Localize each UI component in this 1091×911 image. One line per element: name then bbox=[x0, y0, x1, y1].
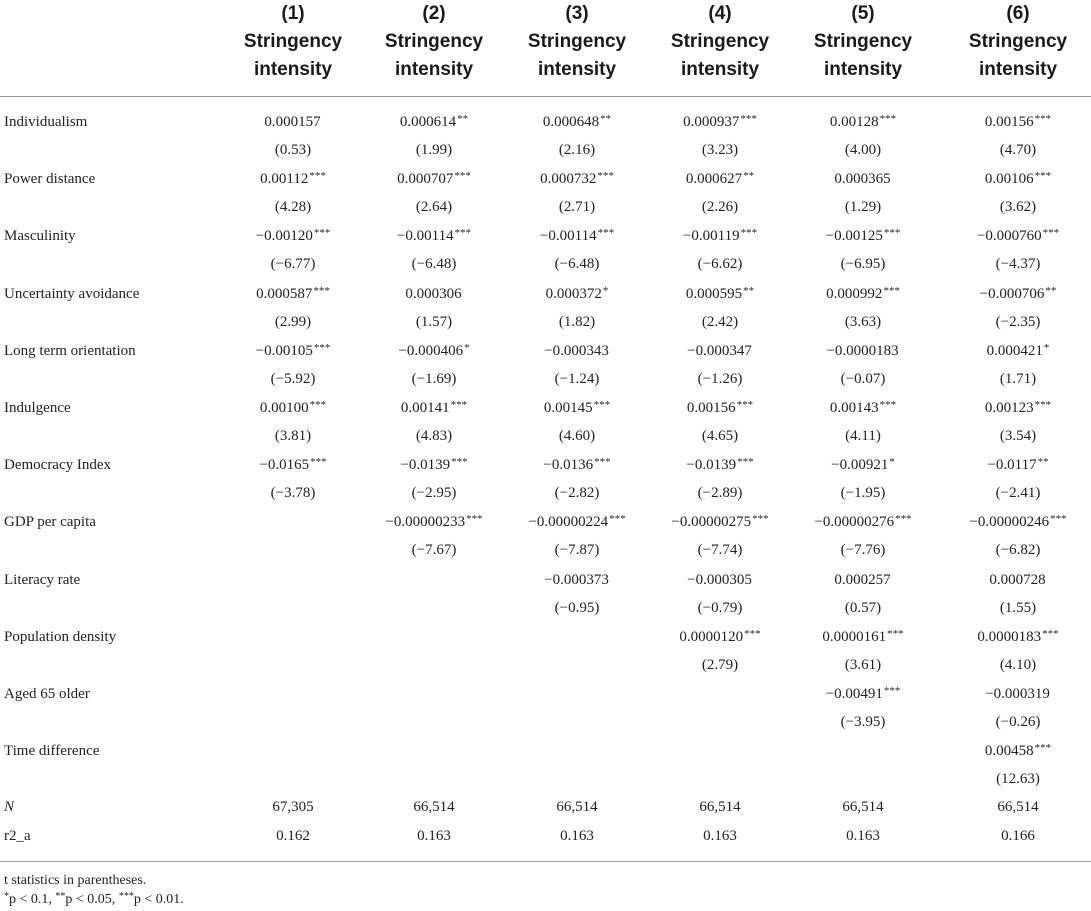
coefficient-value: 0.000992 bbox=[826, 286, 883, 302]
significance-stars: *** bbox=[887, 628, 904, 640]
significance-stars: ** bbox=[1045, 285, 1057, 297]
significance-stars: *** bbox=[313, 227, 331, 239]
significance-stars: *** bbox=[313, 342, 331, 354]
significance-stars: *** bbox=[883, 227, 901, 239]
coefficient-value: −0.0000183 bbox=[826, 343, 899, 359]
coefficient-value: 0.00156 bbox=[984, 114, 1034, 130]
coefficient-cell bbox=[783, 741, 943, 762]
coefficient-value: 0.000648 bbox=[542, 114, 600, 130]
significance-stars: *** bbox=[1042, 628, 1059, 640]
coefficient-cell bbox=[497, 570, 657, 591]
t-statistic-cell: (2.71) bbox=[558, 199, 596, 215]
star-one: * bbox=[4, 891, 9, 902]
stat-value: 0.163 bbox=[846, 828, 880, 844]
coefficient-value: 0.000257 bbox=[834, 572, 891, 588]
coefficient-cell bbox=[213, 169, 373, 190]
significance-stars: *** bbox=[752, 513, 769, 525]
star-two: ** bbox=[55, 891, 66, 902]
coefficient-value: 0.000595 bbox=[685, 286, 743, 302]
significance-stars: *** bbox=[1050, 513, 1067, 525]
significance-stars: *** bbox=[740, 227, 758, 239]
coefficient-value: −0.00114 bbox=[396, 228, 454, 244]
coefficient-cell bbox=[640, 627, 800, 648]
column-header bbox=[650, 0, 790, 84]
coefficient-cell bbox=[497, 226, 657, 247]
coefficient-cell bbox=[213, 570, 373, 591]
coefficient-value: 0.000365 bbox=[834, 171, 891, 187]
t-statistic-cell: (−2.89) bbox=[697, 485, 743, 501]
t-statistic-cell: (3.23) bbox=[701, 142, 739, 158]
row-label: Population density bbox=[4, 629, 117, 645]
stat-value: 0.163 bbox=[703, 828, 737, 844]
table-note-t-stats: t statistics in parentheses. bbox=[4, 873, 147, 888]
coefficient-value: −0.00921 bbox=[831, 457, 889, 473]
column-number: (2) bbox=[422, 3, 446, 24]
coefficient-value: −0.000319 bbox=[985, 686, 1050, 702]
significance-stars: *** bbox=[609, 513, 626, 525]
stat-value: 0.163 bbox=[560, 828, 594, 844]
coefficient-cell bbox=[213, 284, 373, 305]
column-title-line2: intensity bbox=[537, 59, 617, 80]
t-statistic-cell: (12.63) bbox=[996, 771, 1040, 787]
coefficient-cell bbox=[497, 741, 657, 762]
significance-stars: *** bbox=[740, 113, 757, 125]
column-header bbox=[507, 0, 647, 84]
coefficient-value: −0.00114 bbox=[539, 228, 597, 244]
column-header bbox=[223, 0, 363, 84]
coefficient-cell bbox=[640, 284, 800, 305]
coefficient-value: −0.000343 bbox=[544, 343, 609, 359]
coefficient-value: 0.00458 bbox=[984, 743, 1034, 759]
column-header bbox=[364, 0, 504, 84]
t-statistic-cell: (−4.37) bbox=[995, 256, 1041, 272]
coefficient-cell bbox=[354, 398, 514, 419]
row-label: Uncertainty avoidance bbox=[4, 286, 140, 302]
stat-value: 66,514 bbox=[842, 799, 884, 815]
t-statistic-cell: (−2.35) bbox=[995, 314, 1041, 330]
coefficient-cell bbox=[354, 341, 514, 362]
coefficient-cell bbox=[783, 284, 943, 305]
coefficient-cell bbox=[213, 341, 373, 362]
coefficient-cell bbox=[640, 455, 800, 476]
significance-stars: *** bbox=[883, 285, 900, 297]
t-statistic-cell: (−6.48) bbox=[411, 256, 457, 272]
significance-stars: *** bbox=[593, 399, 611, 411]
column-header bbox=[948, 0, 1088, 84]
star-three: *** bbox=[118, 891, 134, 902]
t-statistic-cell: (1.55) bbox=[999, 600, 1037, 616]
coefficient-cell bbox=[938, 341, 1091, 362]
t-statistic-cell: (2.64) bbox=[415, 199, 453, 215]
t-statistic-cell: (3.54) bbox=[999, 428, 1037, 444]
coefficient-cell bbox=[497, 512, 657, 533]
coefficient-value: 0.000937 bbox=[683, 114, 740, 130]
t-statistic-cell: (−6.48) bbox=[554, 256, 600, 272]
table-note-significance bbox=[4, 890, 184, 911]
coefficient-cell bbox=[497, 112, 657, 133]
column-title-line1: Stringency bbox=[527, 31, 627, 52]
coefficient-cell bbox=[783, 684, 943, 705]
coefficient-value: −0.000305 bbox=[687, 572, 752, 588]
stat-value: 66,514 bbox=[413, 799, 455, 815]
p-threshold-1: p < 0.1, bbox=[9, 892, 56, 907]
coefficient-cell bbox=[213, 112, 373, 133]
coefficient-cell bbox=[640, 398, 800, 419]
stat-value: 0.166 bbox=[1001, 828, 1035, 844]
t-statistic-cell: (3.63) bbox=[844, 314, 882, 330]
t-statistic-cell: (0.57) bbox=[844, 600, 882, 616]
header-divider bbox=[0, 96, 1091, 97]
significance-stars: ** bbox=[600, 113, 612, 125]
coefficient-value: −0.0139 bbox=[686, 457, 737, 473]
stat-value: 66,514 bbox=[556, 799, 598, 815]
table-bottom-rule bbox=[0, 861, 1091, 862]
column-title-line2: intensity bbox=[680, 59, 760, 80]
coefficient-cell bbox=[213, 512, 373, 533]
significance-stars: ** bbox=[743, 285, 755, 297]
row-label: Masculinity bbox=[4, 228, 76, 244]
coefficient-cell bbox=[640, 512, 800, 533]
significance-stars: * bbox=[602, 285, 609, 297]
row-label: Time difference bbox=[4, 743, 100, 759]
coefficient-value: −0.00000276 bbox=[814, 514, 895, 530]
coefficient-value: −0.0117 bbox=[987, 457, 1037, 473]
p-threshold-3: p < 0.01. bbox=[133, 892, 184, 907]
column-title-line1: Stringency bbox=[813, 31, 913, 52]
t-statistic-cell: (4.60) bbox=[558, 428, 596, 444]
significance-stars: *** bbox=[451, 456, 468, 468]
coefficient-cell bbox=[497, 169, 657, 190]
column-title-line1: Stringency bbox=[670, 31, 770, 52]
coefficient-value: 0.00143 bbox=[829, 400, 879, 416]
coefficient-value: −0.000347 bbox=[687, 343, 752, 359]
row-label: Aged 65 older bbox=[4, 686, 90, 702]
column-title-line1: Stringency bbox=[384, 31, 484, 52]
coefficient-cell bbox=[354, 226, 514, 247]
t-statistic-cell: (4.11) bbox=[845, 428, 881, 444]
significance-stars: *** bbox=[454, 170, 471, 182]
significance-stars: *** bbox=[309, 170, 326, 182]
coefficient-cell bbox=[938, 512, 1091, 533]
significance-stars: *** bbox=[879, 113, 897, 125]
coefficient-value: 0.00123 bbox=[984, 400, 1034, 416]
coefficient-cell bbox=[783, 341, 943, 362]
coefficient-value: 0.000707 bbox=[397, 171, 454, 187]
coefficient-cell bbox=[783, 627, 943, 648]
column-title-line2: intensity bbox=[394, 59, 474, 80]
t-statistic-cell: (−6.62) bbox=[697, 256, 743, 272]
coefficient-cell bbox=[640, 226, 800, 247]
significance-stars: * bbox=[1043, 342, 1050, 354]
coefficient-cell bbox=[938, 741, 1091, 762]
coefficient-cell bbox=[783, 226, 943, 247]
coefficient-cell bbox=[213, 398, 373, 419]
t-statistic-cell: (−1.69) bbox=[411, 371, 457, 387]
t-statistic-cell: (4.10) bbox=[999, 657, 1037, 673]
coefficient-value: 0.000587 bbox=[256, 286, 313, 302]
column-number: (4) bbox=[708, 3, 732, 24]
significance-stars: ** bbox=[457, 113, 469, 125]
stat-value: 0.163 bbox=[417, 828, 451, 844]
t-statistic-cell: (2.16) bbox=[558, 142, 596, 158]
coefficient-value: 0.0000120 bbox=[679, 629, 744, 645]
t-statistic-cell: (4.65) bbox=[701, 428, 739, 444]
t-statistic-cell: (−1.26) bbox=[697, 371, 743, 387]
column-title-line2: intensity bbox=[978, 59, 1058, 80]
coefficient-cell bbox=[354, 455, 514, 476]
t-statistic-cell: (3.61) bbox=[844, 657, 882, 673]
coefficient-value: −0.00000275 bbox=[671, 514, 752, 530]
coefficient-cell bbox=[640, 169, 800, 190]
coefficient-cell bbox=[938, 398, 1091, 419]
t-statistic-cell: (−2.41) bbox=[995, 485, 1041, 501]
coefficient-value: −0.00000246 bbox=[969, 514, 1050, 530]
stat-value: 67,305 bbox=[272, 799, 314, 815]
t-statistic-cell: (−7.87) bbox=[554, 542, 600, 558]
significance-stars: *** bbox=[1034, 170, 1052, 182]
column-number: (1) bbox=[281, 3, 305, 24]
coefficient-value: 0.000627 bbox=[685, 171, 743, 187]
significance-stars: *** bbox=[594, 456, 611, 468]
significance-stars: *** bbox=[737, 456, 754, 468]
significance-stars: *** bbox=[313, 285, 330, 297]
coefficient-cell bbox=[497, 455, 657, 476]
stat-value: 66,514 bbox=[997, 799, 1039, 815]
coefficient-cell bbox=[497, 627, 657, 648]
coefficient-value: 0.00112 bbox=[260, 171, 309, 187]
coefficient-value: −0.0139 bbox=[400, 457, 451, 473]
coefficient-value: −0.0165 bbox=[259, 457, 310, 473]
t-statistic-cell: (4.28) bbox=[274, 199, 312, 215]
t-statistic-cell: (−7.67) bbox=[411, 542, 457, 558]
coefficient-value: 0.000157 bbox=[264, 114, 321, 130]
t-statistic-cell: (−3.78) bbox=[270, 485, 316, 501]
coefficient-cell bbox=[354, 570, 514, 591]
t-statistic-cell: (−0.95) bbox=[554, 600, 600, 616]
column-header bbox=[793, 0, 933, 84]
coefficient-cell bbox=[640, 570, 800, 591]
coefficient-cell bbox=[354, 512, 514, 533]
column-title-line2: intensity bbox=[253, 59, 333, 80]
coefficient-value: −0.00000233 bbox=[385, 514, 466, 530]
coefficient-cell bbox=[213, 455, 373, 476]
coefficient-value: −0.000406 bbox=[398, 343, 464, 359]
significance-stars: *** bbox=[450, 399, 468, 411]
coefficient-cell bbox=[213, 226, 373, 247]
coefficient-cell bbox=[783, 570, 943, 591]
coefficient-value: 0.00145 bbox=[543, 400, 593, 416]
coefficient-cell bbox=[354, 112, 514, 133]
significance-stars: *** bbox=[895, 513, 912, 525]
row-label: Democracy Index bbox=[4, 457, 112, 473]
coefficient-value: 0.000306 bbox=[405, 286, 462, 302]
significance-stars: *** bbox=[597, 227, 615, 239]
t-statistic-cell: (−6.77) bbox=[270, 256, 316, 272]
t-statistic-cell: (−2.95) bbox=[411, 485, 457, 501]
stat-value: 0.162 bbox=[276, 828, 310, 844]
significance-stars: ** bbox=[743, 170, 755, 182]
coefficient-cell bbox=[938, 169, 1091, 190]
coefficient-cell bbox=[938, 455, 1091, 476]
coefficient-cell bbox=[938, 112, 1091, 133]
t-statistic-cell: (−1.95) bbox=[840, 485, 886, 501]
coefficient-cell bbox=[354, 684, 514, 705]
t-statistic-cell: (−0.07) bbox=[840, 371, 886, 387]
significance-stars: *** bbox=[466, 513, 483, 525]
coefficient-cell bbox=[640, 112, 800, 133]
coefficient-value: −0.000760 bbox=[976, 228, 1042, 244]
t-statistic-cell: (−1.24) bbox=[554, 371, 600, 387]
coefficient-cell bbox=[497, 284, 657, 305]
coefficient-cell bbox=[938, 570, 1091, 591]
t-statistic-cell: (1.71) bbox=[999, 371, 1037, 387]
t-statistic-cell: (4.83) bbox=[415, 428, 453, 444]
t-statistic-cell: (−0.79) bbox=[697, 600, 743, 616]
column-number: (3) bbox=[565, 3, 589, 24]
t-statistic-cell: (0.53) bbox=[274, 142, 312, 158]
coefficient-cell bbox=[354, 169, 514, 190]
t-statistic-cell: (1.57) bbox=[415, 314, 453, 330]
coefficient-cell bbox=[354, 627, 514, 648]
row-label: Power distance bbox=[4, 171, 96, 187]
coefficient-cell bbox=[213, 627, 373, 648]
significance-stars: *** bbox=[879, 399, 897, 411]
coefficient-value: 0.00106 bbox=[984, 171, 1034, 187]
t-statistic-cell: (3.81) bbox=[274, 428, 312, 444]
t-statistic-cell: (−6.82) bbox=[995, 542, 1041, 558]
significance-stars: *** bbox=[744, 628, 761, 640]
coefficient-cell bbox=[783, 112, 943, 133]
coefficient-value: −0.000373 bbox=[544, 572, 609, 588]
coefficient-value: −0.0136 bbox=[543, 457, 594, 473]
significance-stars: *** bbox=[454, 227, 472, 239]
column-title-line1: Stringency bbox=[243, 31, 343, 52]
coefficient-cell bbox=[938, 684, 1091, 705]
coefficient-cell bbox=[497, 684, 657, 705]
coefficient-value: −0.00105 bbox=[255, 343, 313, 359]
coefficient-cell bbox=[938, 284, 1091, 305]
coefficient-value: 0.00141 bbox=[400, 400, 450, 416]
significance-stars: *** bbox=[1042, 227, 1060, 239]
coefficient-cell bbox=[640, 341, 800, 362]
significance-stars: * bbox=[889, 456, 895, 468]
coefficient-value: 0.000614 bbox=[399, 114, 457, 130]
t-statistic-cell: (−7.76) bbox=[840, 542, 886, 558]
coefficient-cell bbox=[783, 455, 943, 476]
t-statistic-cell: (1.99) bbox=[415, 142, 453, 158]
t-statistic-cell: (−2.82) bbox=[554, 485, 600, 501]
coefficient-value: 0.000372 bbox=[545, 286, 602, 302]
coefficient-cell bbox=[640, 741, 800, 762]
significance-stars: *** bbox=[1034, 742, 1052, 754]
row-label: Indulgence bbox=[4, 400, 71, 416]
coefficient-value: 0.00128 bbox=[829, 114, 879, 130]
row-label: Individualism bbox=[4, 114, 88, 130]
significance-stars: * bbox=[464, 342, 470, 354]
t-statistic-cell: (−0.26) bbox=[995, 714, 1041, 730]
t-statistic-cell: (−6.95) bbox=[840, 256, 886, 272]
p-threshold-2: p < 0.05, bbox=[65, 892, 119, 907]
coefficient-value: 0.000728 bbox=[989, 572, 1046, 588]
significance-stars: ** bbox=[1037, 456, 1049, 468]
t-statistic-cell: (2.42) bbox=[701, 314, 739, 330]
coefficient-value: −0.00125 bbox=[825, 228, 883, 244]
coefficient-cell bbox=[783, 398, 943, 419]
significance-stars: *** bbox=[309, 399, 327, 411]
t-statistic-cell: (−5.92) bbox=[270, 371, 316, 387]
t-statistic-cell: (4.00) bbox=[844, 142, 882, 158]
coefficient-cell bbox=[938, 627, 1091, 648]
column-title-line1: Stringency bbox=[968, 31, 1068, 52]
coefficient-cell bbox=[640, 684, 800, 705]
row-label: GDP per capita bbox=[4, 514, 96, 530]
coefficient-value: 0.000732 bbox=[540, 171, 597, 187]
coefficient-value: −0.00491 bbox=[825, 686, 883, 702]
t-statistic-cell: (4.70) bbox=[999, 142, 1037, 158]
coefficient-cell bbox=[938, 226, 1091, 247]
t-statistic-cell: (2.79) bbox=[701, 657, 739, 673]
significance-stars: *** bbox=[1034, 113, 1052, 125]
t-statistic-cell: (−7.74) bbox=[697, 542, 743, 558]
t-statistic-cell: (2.99) bbox=[274, 314, 312, 330]
column-number: (6) bbox=[1006, 3, 1030, 24]
significance-stars: *** bbox=[597, 170, 614, 182]
coefficient-value: 0.00156 bbox=[686, 400, 736, 416]
coefficient-value: −0.00119 bbox=[682, 228, 740, 244]
row-label: Literacy rate bbox=[4, 572, 81, 588]
coefficient-cell bbox=[783, 512, 943, 533]
t-statistic-cell: (1.82) bbox=[558, 314, 596, 330]
coefficient-cell bbox=[213, 684, 373, 705]
coefficient-cell bbox=[783, 169, 943, 190]
t-statistic-cell: (2.26) bbox=[701, 199, 739, 215]
coefficient-cell bbox=[213, 741, 373, 762]
coefficient-value: −0.00120 bbox=[255, 228, 313, 244]
significance-stars: *** bbox=[310, 456, 327, 468]
row-label: Long term orientation bbox=[4, 343, 136, 359]
coefficient-cell bbox=[354, 741, 514, 762]
column-title-line2: intensity bbox=[823, 59, 903, 80]
coefficient-value: −0.000706 bbox=[979, 286, 1045, 302]
coefficient-value: 0.00100 bbox=[259, 400, 309, 416]
t-statistic-cell: (−3.95) bbox=[840, 714, 886, 730]
column-number: (5) bbox=[851, 3, 875, 24]
t-statistic-cell: (3.62) bbox=[999, 199, 1037, 215]
coefficient-cell bbox=[497, 341, 657, 362]
coefficient-value: 0.0000183 bbox=[977, 629, 1042, 645]
coefficient-cell bbox=[354, 284, 514, 305]
significance-stars: *** bbox=[1034, 399, 1052, 411]
significance-stars: *** bbox=[883, 685, 901, 697]
significance-stars: *** bbox=[736, 399, 754, 411]
coefficient-value: −0.00000224 bbox=[528, 514, 609, 530]
coefficient-cell bbox=[497, 398, 657, 419]
coefficient-value: 0.000421 bbox=[986, 343, 1043, 359]
stat-label: r2_a bbox=[4, 828, 31, 844]
coefficient-value: 0.0000161 bbox=[822, 629, 887, 645]
stat-value: 66,514 bbox=[699, 799, 741, 815]
t-statistic-cell: (1.29) bbox=[844, 199, 882, 215]
stat-label: N bbox=[4, 799, 15, 815]
